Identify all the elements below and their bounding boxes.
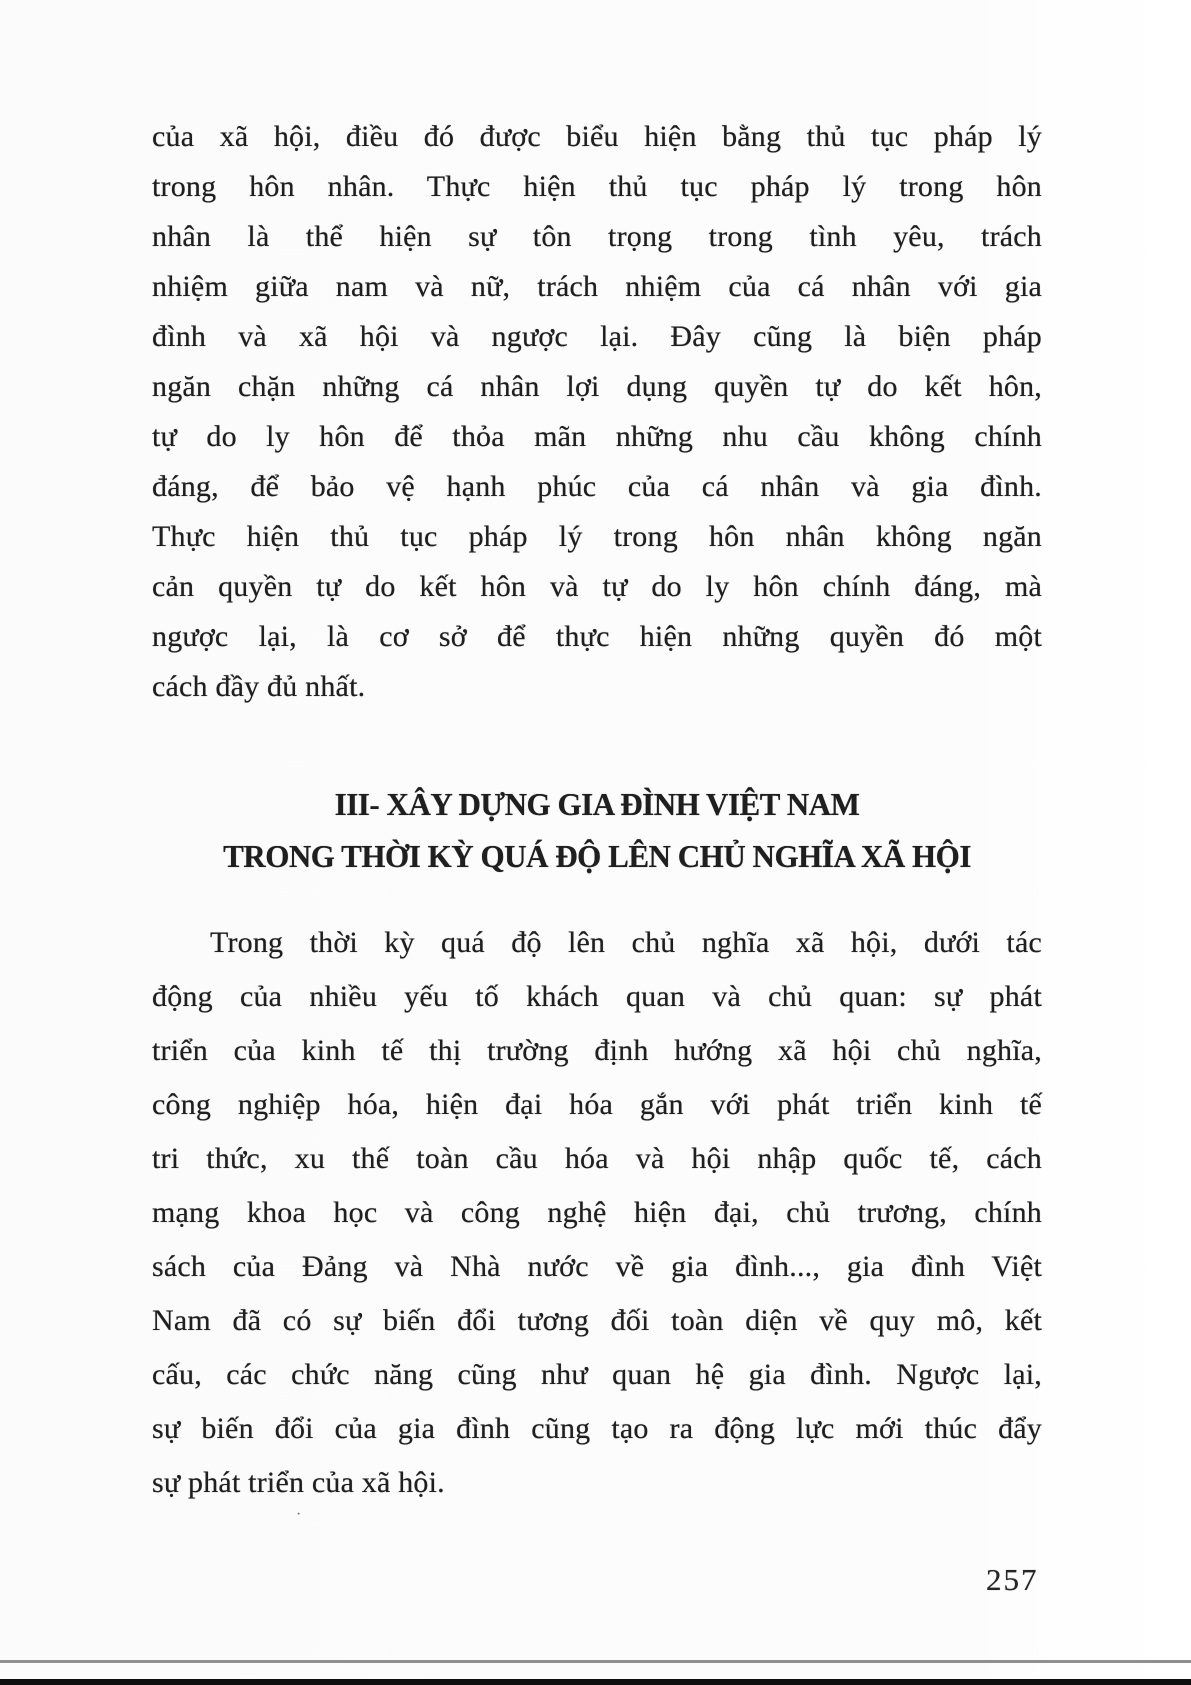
text-line: động của nhiều yếu tố khách quan và chủ quan: sự phát — [152, 980, 1042, 1013]
scan-edge-bar — [0, 1679, 1191, 1685]
text-line: nhiệm giữa nam và nữ, trách nhiệm của cá nhân với gia — [152, 270, 1042, 303]
section-heading-line2: TRONG THỜI KỲ QUÁ ĐỘ LÊN CHỦ NGHĨA XÃ HỘI — [223, 838, 971, 874]
text-line: Nam đã có sự biến đổi tương đối toàn diện về quy mô, kết — [152, 1304, 1042, 1337]
text-line: triển của kinh tế thị trường định hướng xã hội chủ nghĩa, — [152, 1034, 1042, 1067]
text-line: ngăn chặn những cá nhân lợi dụng quyền tự do kết hôn, — [152, 370, 1042, 403]
text-line: cách đầy đủ nhất. — [152, 670, 366, 703]
section-heading-line1: III- XÂY DỰNG GIA ĐÌNH VIỆT NAM — [334, 786, 860, 822]
text-line: Thực hiện thủ tục pháp lý trong hôn nhân không ngăn — [152, 520, 1042, 553]
paragraph-marriage-legal-procedure — [152, 112, 1042, 712]
section-heading — [152, 778, 1042, 882]
text-line: sách của Đảng và Nhà nước về gia đình..., gia đình Việt — [152, 1250, 1042, 1283]
text-line: cấu, các chức năng cũng như quan hệ gia đình. Ngược lại, — [152, 1358, 1042, 1391]
text-line: Trong thời kỳ quá độ lên chủ nghĩa xã hội, dưới tác — [210, 926, 1042, 959]
text-line: tri thức, xu thế toàn cầu hóa và hội nhập quốc tế, cách — [152, 1142, 1042, 1175]
text-line: của xã hội, điều đó được biểu hiện bằng thủ tục pháp lý — [152, 120, 1042, 153]
paragraph-family-transition-period — [152, 916, 1042, 1510]
text-line: mạng khoa học và công nghệ hiện đại, chủ trương, chính — [152, 1196, 1042, 1229]
scan-speck: · — [296, 1506, 302, 1523]
page-number: 257 — [986, 1562, 1039, 1597]
text-line: sự biến đổi của gia đình cũng tạo ra động lực mới thúc đẩy — [152, 1412, 1042, 1445]
text-line: tự do ly hôn để thỏa mãn những nhu cầu không chính — [152, 420, 1042, 453]
text-line: nhân là thể hiện sự tôn trọng trong tình yêu, trách — [152, 220, 1042, 253]
text-line: cản quyền tự do kết hôn và tự do ly hôn chính đáng, mà — [152, 570, 1042, 603]
text-line: trong hôn nhân. Thực hiện thủ tục pháp lý trong hôn — [152, 170, 1042, 203]
footer-rule — [0, 1660, 1191, 1663]
text-line: đình và xã hội và ngược lại. Đây cũng là biện pháp — [152, 320, 1042, 353]
text-line: ngược lại, là cơ sở để thực hiện những quyền đó một — [152, 620, 1042, 653]
text-line: công nghiệp hóa, hiện đại hóa gắn với phát triển kinh tế — [152, 1088, 1042, 1121]
text-line: sự phát triển của xã hội. — [152, 1466, 445, 1499]
text-line: đáng, để bảo vệ hạnh phúc của cá nhân và gia đình. — [152, 470, 1042, 503]
